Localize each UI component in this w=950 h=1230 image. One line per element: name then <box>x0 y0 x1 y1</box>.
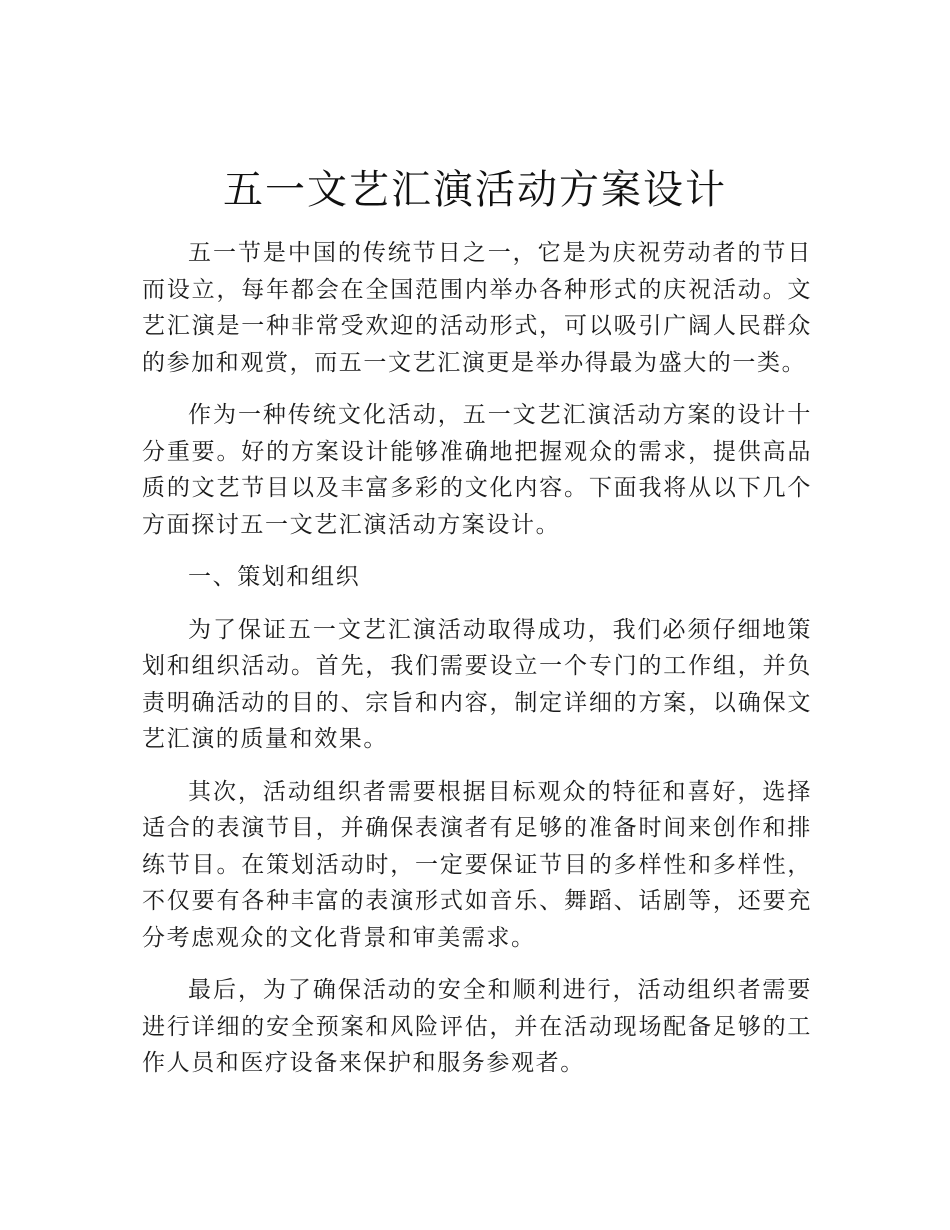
paragraph-safety: 最后，为了确保活动的安全和顺利进行，活动组织者需要进行详细的安全预案和风险评估，并在活动现场配备足够的工作人员和医疗设备来保护和服务参观者。 <box>142 977 812 1076</box>
document-title: 五一文艺汇演活动方案设计 <box>223 167 727 213</box>
paragraph-planning: 为了保证五一文艺汇演活动取得成功，我们必须仔细地策划和组织活动。首先，我们需要设立一个专门的工作组，并负责明确活动的目的、宗旨和内容，制定详细的方案，以确保文艺汇演的质量和效果。 <box>142 616 812 752</box>
paragraph-importance: 作为一种传统文化活动，五一文艺汇演活动方案的设计十分重要。好的方案设计能够准确地把握观众的需求，提供高品质的文艺节目以及丰富多彩的文化内容。下面我将从以下几个方面探讨五一文艺汇演活动方案设计。 <box>142 402 812 538</box>
document-body <box>142 235 812 1098</box>
paragraph-intro: 五一节是中国的传统节日之一，它是为庆祝劳动者的节日而设立，每年都会在全国范围内举办各种形式的庆祝活动。文艺汇演是一种非常受欢迎的活动形式，可以吸引广阔人民群众的参加和观赏，而五一文艺汇演更是举办得最为盛大的一类。 <box>142 240 812 376</box>
paragraph-program-selection: 其次，活动组织者需要根据目标观众的特征和喜好，选择适合的表演节目，并确保表演者有足够的准备时间来创作和排练节目。在策划活动时，一定要保证节目的多样性和多样性，不仅要有各种丰富的表演形式如音乐、舞蹈、话剧等，还要充分考虑观众的文化背景和审美需求。 <box>142 778 812 951</box>
section-heading-planning: 一、策划和组织 <box>188 564 361 590</box>
